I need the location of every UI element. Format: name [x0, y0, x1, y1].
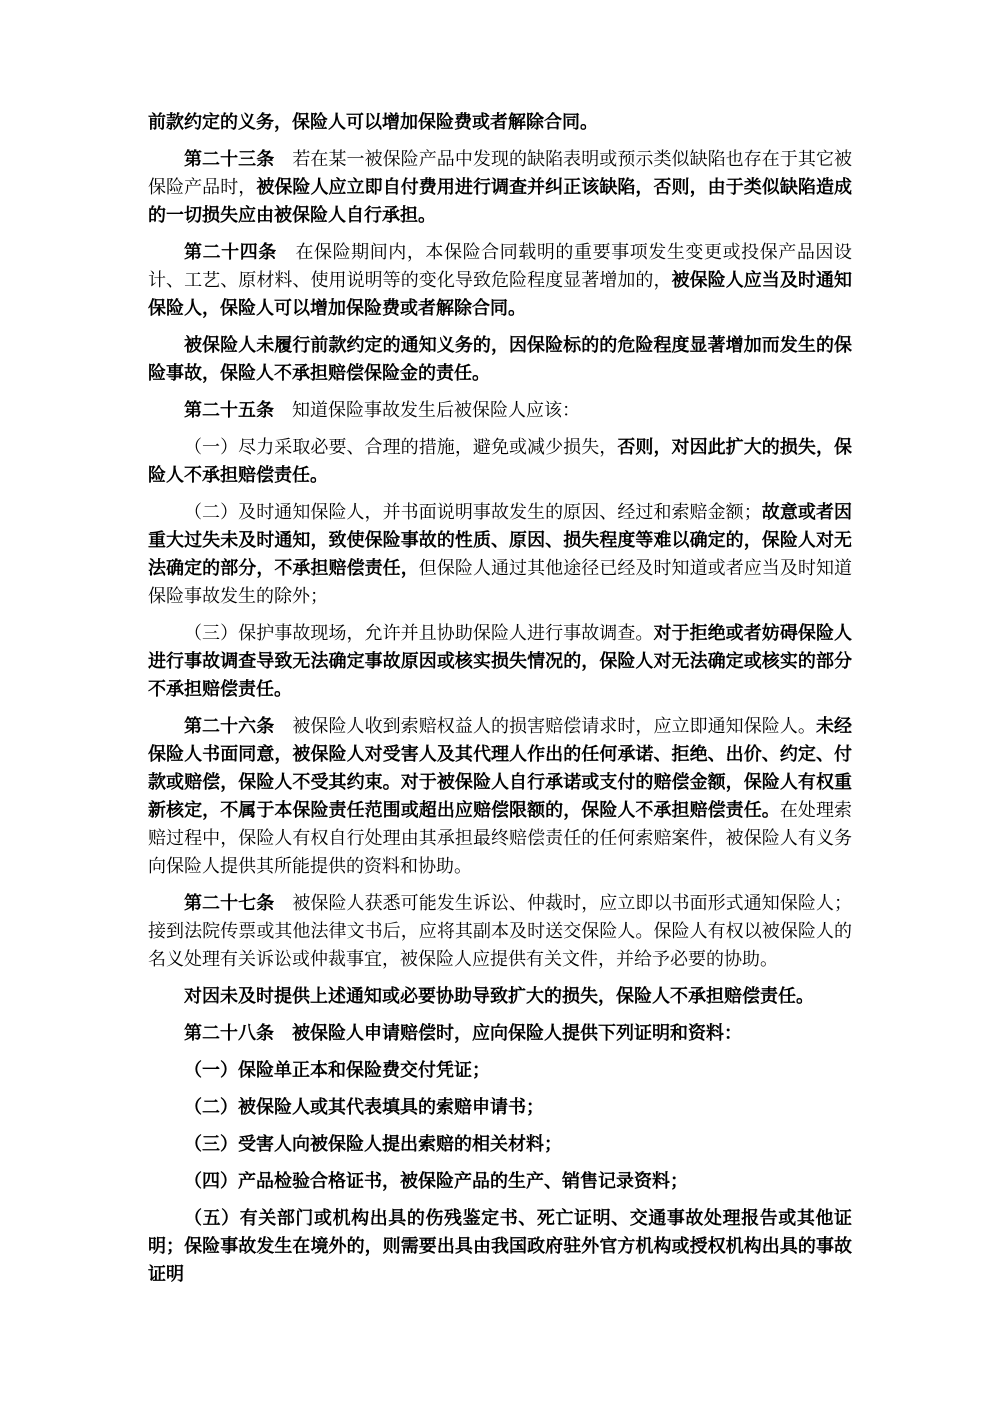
text-run: 第二十七条 — [184, 893, 293, 913]
paragraph — [148, 1093, 852, 1121]
paragraph — [148, 145, 852, 229]
paragraph — [148, 331, 852, 387]
text-run: 第二十八条 — [184, 1023, 292, 1043]
text-run: （二）及时通知保险人，并书面说明事故发生的原因、经过和索赔金额； — [184, 502, 762, 522]
text-run: 故意或者因重大过失未及时通知，致使保险事故的性质、原因、损失程度等难以确定的，保险人对无法确定的部分，不承担赔偿责任， — [148, 502, 852, 578]
text-run: 未经保险人书面同意，被保险人对受害人及其代理人作出的任何承诺、拒绝、出价、约定、付款或赔偿，保险人不受其约束。对于被保险人自行承诺或支付的赔偿金额，保险人有权重新核定，不属于本保险责任范围或超出应赔偿限额的，保险人不承担赔偿责任。 — [148, 716, 853, 820]
text-run: （三）保护事故现场，允许并且协助保险人进行事故调查。 — [184, 623, 654, 643]
paragraph — [148, 619, 852, 703]
text-run: 在处理索赔过程中，保险人有权自行处理由其承担最终赔偿责任的任何索赔案件，被保险人有义务向保险人提供其所能提供的资料和协助。 — [148, 800, 853, 876]
text-run: （一）尽力采取必要、合理的措施，避免或减少损失， — [184, 437, 618, 457]
text-run: （二）被保险人或其代表填具的索赔申请书； — [184, 1097, 544, 1117]
paragraph — [148, 238, 852, 322]
text-run: 对因未及时提供上述通知或必要协助导致扩大的损失，保险人不承担赔偿责任。 — [184, 986, 814, 1006]
paragraph — [148, 1204, 852, 1288]
text-run: 在保险期间内，本保险合同载明的重要事项发生变更或投保产品因设计、工艺、原材料、使用说明等的变化导致危险程度显著增加的， — [148, 242, 853, 290]
paragraph — [148, 396, 852, 424]
text-run: （五）有关部门或机构出具的伤残鉴定书、死亡证明、交通事故处理报告或其他证明；保险事故发生在境外的，则需要出具由我国政府驻外官方机构或授权机构出具的事故证明 — [148, 1208, 852, 1284]
text-run: 被保险人应当及时通知保险人，保险人可以增加保险费或者解除合同。 — [148, 270, 853, 318]
text-run: （三）受害人向被保险人提出索赔的相关材料； — [184, 1134, 562, 1154]
document-body — [148, 108, 852, 1288]
text-run: 否则，对因此扩大的损失，保险人不承担赔偿责任。 — [148, 437, 853, 485]
text-run: 第二十三条 — [184, 149, 293, 169]
text-run: 第二十六条 — [184, 716, 293, 736]
text-run: 被保险人申请赔偿时，应向保险人提供下列证明和资料： — [292, 1023, 742, 1043]
text-run: 第二十四条 — [184, 242, 296, 262]
paragraph — [148, 1167, 852, 1195]
text-run: 第二十五条 — [184, 400, 292, 420]
text-run: （四）产品检验合格证书，被保险产品的生产、销售记录资料； — [184, 1171, 688, 1191]
paragraph — [148, 982, 852, 1010]
text-run: 前款约定的义务，保险人可以增加保险费或者解除合同。 — [148, 112, 598, 132]
text-run: 被保险人应立即自付费用进行调查并纠正该缺陷，否则，由于类似缺陷造成的一切损失应由被保险人自行承担。 — [148, 177, 853, 225]
text-run: 对于拒绝或者妨碍保险人进行事故调查导致无法确定事故原因或核实损失情况的，保险人对无法确定或核实的部分不承担赔偿责任。 — [148, 623, 853, 699]
paragraph — [148, 1130, 852, 1158]
paragraph — [148, 433, 852, 489]
paragraph — [148, 712, 852, 880]
paragraph — [148, 498, 852, 610]
text-run: 但保险人通过其他途径已经及时知道或者应当及时知道保险事故发生的除外； — [148, 558, 853, 606]
paragraph — [148, 1056, 852, 1084]
text-run: 被保险人获悉可能发生诉讼、仲裁时，应立即以书面形式通知保险人；接到法院传票或其他法律文书后，应将其副本及时送交保险人。保险人有权以被保险人的名义处理有关诉讼或仲裁事宜，被保险人应提供有关文件，并给予必要的协助。 — [148, 893, 853, 969]
text-run: 被保险人收到索赔权益人的损害赔偿请求时，应立即通知保险人。 — [292, 716, 816, 736]
paragraph — [148, 1019, 852, 1047]
paragraph — [148, 889, 852, 973]
text-run: （一）保险单正本和保险费交付凭证； — [184, 1060, 490, 1080]
text-run: 若在某一被保险产品中发现的缺陷表明或预示类似缺陷也存在于其它被保险产品时， — [148, 149, 853, 197]
text-run: 被保险人未履行前款约定的通知义务的，因保险标的的危险程度显著增加而发生的保险事故，保险人不承担赔偿保险金的责任。 — [148, 335, 852, 383]
paragraph — [148, 108, 852, 136]
text-run: 知道保险事故发生后被保险人应该： — [292, 400, 580, 420]
